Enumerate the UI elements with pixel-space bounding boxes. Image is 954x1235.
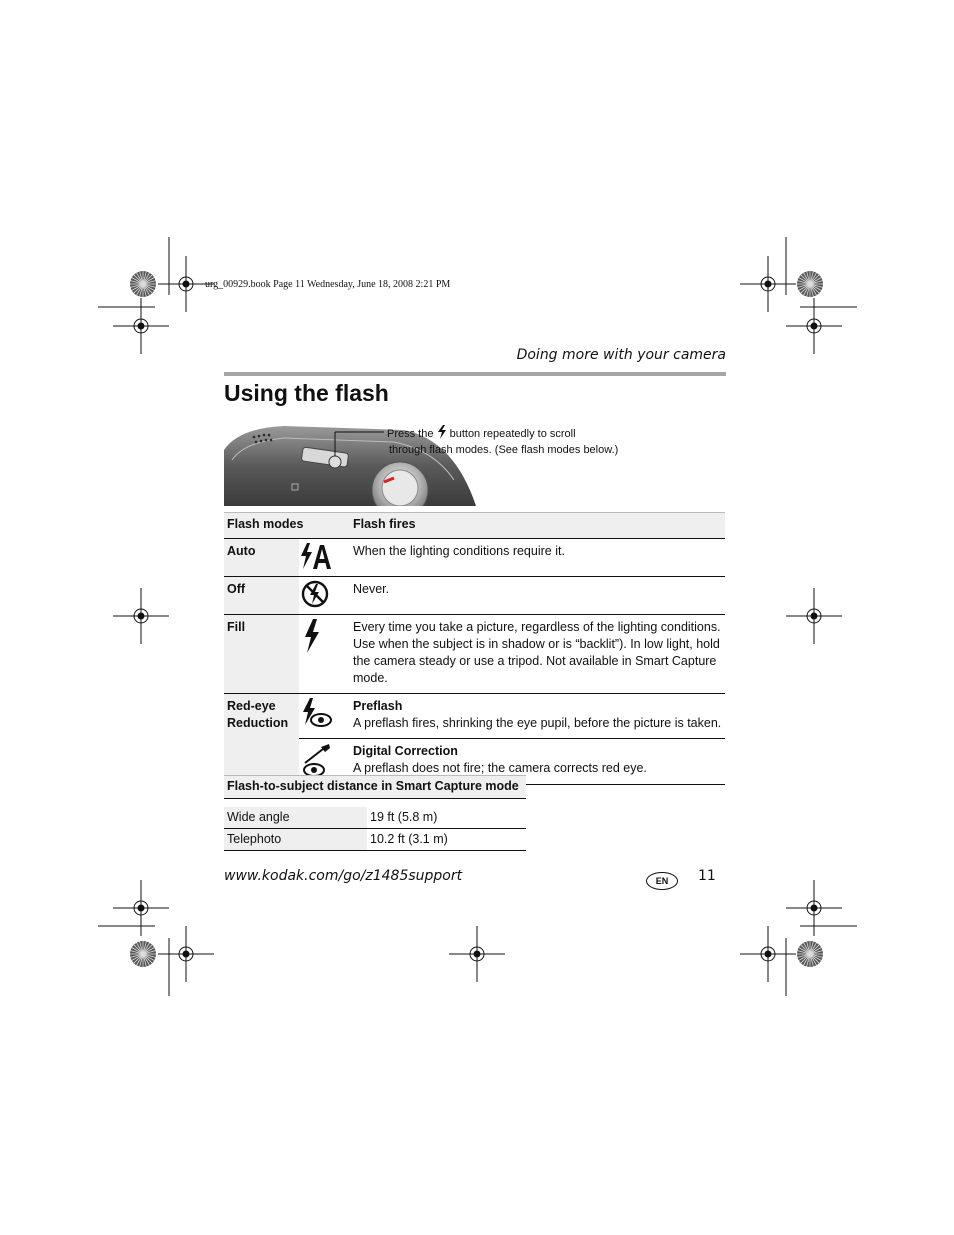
- digital-correction-text: A preflash does not fire; the camera corrects red eye.: [353, 761, 647, 775]
- crosshair-mark: [113, 588, 169, 644]
- crosshair-mark: [113, 298, 169, 354]
- book-info-line: urg_00929.book Page 11 Wednesday, June 18, 2008 2:21 PM: [205, 279, 451, 290]
- mode-fill-label: Fill: [224, 615, 299, 694]
- table-row: [224, 829, 526, 851]
- flash-off-icon: [299, 577, 350, 615]
- callout-line2: through flash modes. (See flash modes below.): [389, 444, 619, 456]
- redeye-preflash-desc: [350, 694, 725, 739]
- distance-value-tele: 10.2 ft (3.1 m): [367, 829, 526, 851]
- table-row: [224, 577, 725, 615]
- language-badge: EN: [646, 872, 678, 890]
- flash-fill-icon: [299, 615, 350, 694]
- flash-button-callout: [387, 425, 618, 458]
- header-flash-modes: Flash modes: [224, 513, 350, 539]
- preflash-text: A preflash fires, shrinking the eye pupil, before the picture is taken.: [353, 716, 722, 730]
- redeye-preflash-icon: [299, 694, 350, 739]
- mode-redeye-label: Red-eye Reduction: [224, 694, 299, 785]
- flash-distance-table: [224, 775, 526, 851]
- table-row: [224, 539, 725, 577]
- table-row: [224, 807, 526, 829]
- mode-fill-desc: Every time you take a picture, regardless of the lighting conditions. Use when the subject is in shadow or is “backlit”). In low light, hold the camera steady or use a tripod. Not available in Smart Capture mode.: [350, 615, 725, 694]
- crosshair-mark: [449, 926, 505, 982]
- mode-off-label: Off: [224, 577, 299, 615]
- crosshair-mark: [158, 926, 214, 982]
- crosshair-mark: [740, 926, 796, 982]
- mode-auto-label: Auto: [224, 539, 299, 577]
- table-row: [224, 615, 725, 694]
- page-number: 11: [698, 868, 716, 884]
- crosshair-mark: [786, 588, 842, 644]
- page-title: Using the flash: [224, 380, 389, 406]
- flash-modes-table: [224, 512, 725, 785]
- crosshair-mark: [113, 880, 169, 936]
- crosshair-mark: [786, 298, 842, 354]
- mode-auto-desc: When the lighting conditions require it.: [350, 539, 725, 577]
- distance-label-tele: Telephoto: [224, 829, 367, 851]
- table-header-row: [224, 776, 526, 799]
- mode-off-desc: Never.: [350, 577, 725, 615]
- star-target-mark: [130, 271, 156, 297]
- star-target-mark: [797, 941, 823, 967]
- table-header-row: [224, 513, 725, 539]
- support-url: www.kodak.com/go/z1485support: [224, 868, 463, 884]
- header-rule: [224, 372, 726, 376]
- crosshair-mark: [740, 256, 796, 312]
- crosshair-mark: [786, 880, 842, 936]
- flash-auto-icon: [299, 539, 350, 577]
- callout-text-before: Press the: [387, 428, 434, 440]
- star-target-mark: [797, 271, 823, 297]
- header-flash-fires: Flash fires: [350, 513, 725, 539]
- callout-text-after: button repeatedly to scroll: [449, 428, 576, 440]
- digital-correction-title: Digital Correction: [353, 744, 458, 758]
- preflash-title: Preflash: [353, 699, 403, 713]
- distance-table-header: Flash-to-subject distance in Smart Capture mode: [224, 776, 526, 799]
- distance-value-wide: 19 ft (5.8 m): [367, 807, 526, 829]
- table-row: [224, 694, 725, 739]
- flash-icon: [437, 425, 447, 439]
- running-header: Doing more with your camera: [516, 347, 726, 363]
- distance-label-wide: Wide angle: [224, 807, 367, 829]
- star-target-mark: [130, 941, 156, 967]
